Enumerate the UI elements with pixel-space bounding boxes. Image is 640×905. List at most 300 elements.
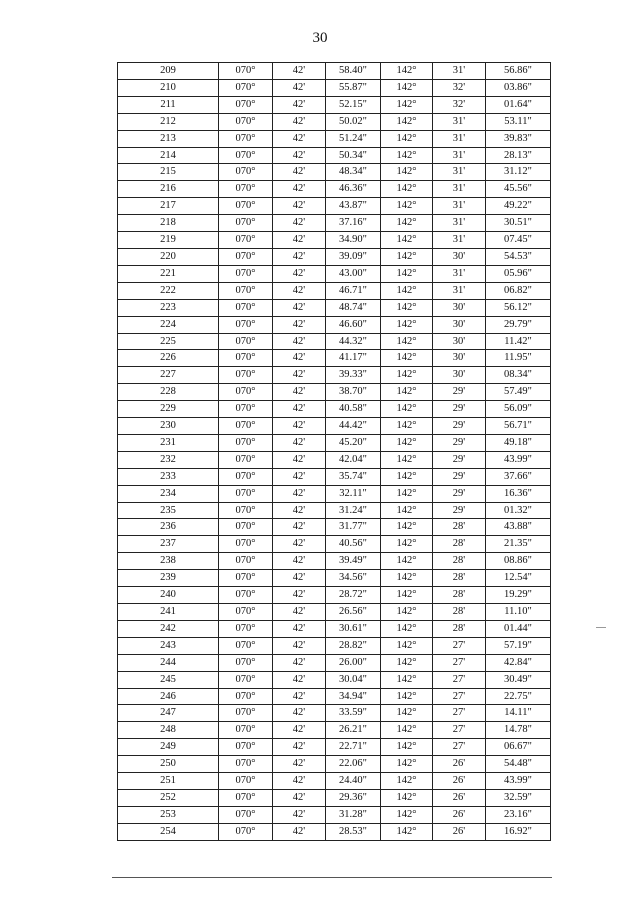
cell-lat-minutes: 42' — [273, 282, 326, 299]
cell-lon-degrees: 142° — [381, 418, 433, 435]
cell-lon-minutes: 31' — [433, 282, 486, 299]
cell-lat-minutes: 42' — [273, 587, 326, 604]
table-row — [118, 654, 551, 671]
cell-lon-minutes: 26' — [433, 789, 486, 806]
cell-lon-seconds: 29.79" — [486, 316, 551, 333]
table-row — [118, 384, 551, 401]
cell-lon-degrees: 142° — [381, 164, 433, 181]
cell-lat-degrees: 070° — [219, 570, 273, 587]
cell-lat-seconds: 33.59" — [326, 705, 381, 722]
cell-point-number: 237 — [118, 536, 219, 553]
cell-point-number: 245 — [118, 671, 219, 688]
cell-point-number: 232 — [118, 451, 219, 468]
cell-point-number: 249 — [118, 739, 219, 756]
cell-lat-minutes: 42' — [273, 384, 326, 401]
cell-lon-minutes: 30' — [433, 248, 486, 265]
cell-lon-seconds: 56.12" — [486, 299, 551, 316]
cell-point-number: 214 — [118, 147, 219, 164]
cell-lat-minutes: 42' — [273, 232, 326, 249]
cell-lat-seconds: 37.16" — [326, 215, 381, 232]
cell-lon-minutes: 28' — [433, 519, 486, 536]
cell-lat-seconds: 26.56" — [326, 604, 381, 621]
cell-lat-degrees: 070° — [219, 79, 273, 96]
cell-lon-seconds: 16.36" — [486, 485, 551, 502]
cell-lon-seconds: 16.92" — [486, 823, 551, 840]
cell-lon-minutes: 30' — [433, 350, 486, 367]
cell-lat-seconds: 43.00" — [326, 265, 381, 282]
cell-lat-degrees: 070° — [219, 637, 273, 654]
cell-lat-minutes: 42' — [273, 130, 326, 147]
cell-lat-degrees: 070° — [219, 113, 273, 130]
cell-point-number: 240 — [118, 587, 219, 604]
cell-lon-degrees: 142° — [381, 789, 433, 806]
cell-lat-seconds: 43.87" — [326, 198, 381, 215]
cell-lat-minutes: 42' — [273, 333, 326, 350]
cell-lat-minutes: 42' — [273, 722, 326, 739]
cell-lon-minutes: 28' — [433, 604, 486, 621]
cell-point-number: 223 — [118, 299, 219, 316]
cell-lon-degrees: 142° — [381, 215, 433, 232]
cell-lat-degrees: 070° — [219, 265, 273, 282]
cell-point-number: 211 — [118, 96, 219, 113]
cell-lon-seconds: 54.48" — [486, 756, 551, 773]
cell-lat-degrees: 070° — [219, 181, 273, 198]
cell-lon-degrees: 142° — [381, 637, 433, 654]
cell-lat-degrees: 070° — [219, 620, 273, 637]
table-row — [118, 232, 551, 249]
cell-lat-minutes: 42' — [273, 367, 326, 384]
cell-lon-degrees: 142° — [381, 519, 433, 536]
table-row — [118, 299, 551, 316]
cell-lat-minutes: 42' — [273, 654, 326, 671]
table-row — [118, 215, 551, 232]
cell-lat-degrees: 070° — [219, 164, 273, 181]
cell-lon-degrees: 142° — [381, 705, 433, 722]
cell-lon-degrees: 142° — [381, 620, 433, 637]
cell-lat-seconds: 28.53" — [326, 823, 381, 840]
cell-lon-degrees: 142° — [381, 79, 433, 96]
cell-lon-degrees: 142° — [381, 299, 433, 316]
cell-lat-minutes: 42' — [273, 79, 326, 96]
cell-lat-minutes: 42' — [273, 401, 326, 418]
table-row — [118, 705, 551, 722]
cell-lat-degrees: 070° — [219, 502, 273, 519]
cell-lat-degrees: 070° — [219, 688, 273, 705]
cell-lon-seconds: 31.12" — [486, 164, 551, 181]
cell-lon-minutes: 31' — [433, 232, 486, 249]
cell-lon-seconds: 11.10" — [486, 604, 551, 621]
cell-point-number: 210 — [118, 79, 219, 96]
cell-lon-degrees: 142° — [381, 468, 433, 485]
cell-lat-degrees: 070° — [219, 451, 273, 468]
cell-lat-minutes: 42' — [273, 299, 326, 316]
cell-lon-minutes: 29' — [433, 434, 486, 451]
cell-lat-degrees: 070° — [219, 536, 273, 553]
cell-lon-minutes: 26' — [433, 806, 486, 823]
table-row — [118, 333, 551, 350]
cell-lon-seconds: 01.32" — [486, 502, 551, 519]
cell-lat-seconds: 44.42" — [326, 418, 381, 435]
cell-lon-seconds: 19.29" — [486, 587, 551, 604]
cell-lon-minutes: 26' — [433, 773, 486, 790]
cell-lat-degrees: 070° — [219, 333, 273, 350]
cell-lat-minutes: 42' — [273, 671, 326, 688]
cell-lat-minutes: 42' — [273, 756, 326, 773]
cell-lat-minutes: 42' — [273, 519, 326, 536]
cell-lon-minutes: 31' — [433, 63, 486, 80]
cell-lat-seconds: 29.36" — [326, 789, 381, 806]
cell-lat-seconds: 35.74" — [326, 468, 381, 485]
cell-lon-minutes: 27' — [433, 637, 486, 654]
cell-lon-minutes: 29' — [433, 502, 486, 519]
cell-lon-seconds: 43.99" — [486, 451, 551, 468]
cell-lon-degrees: 142° — [381, 756, 433, 773]
cell-lon-seconds: 56.09" — [486, 401, 551, 418]
cell-lon-degrees: 142° — [381, 333, 433, 350]
cell-lon-minutes: 26' — [433, 756, 486, 773]
cell-lat-minutes: 42' — [273, 350, 326, 367]
cell-point-number: 230 — [118, 418, 219, 435]
cell-lat-degrees: 070° — [219, 485, 273, 502]
cell-lat-seconds: 28.82" — [326, 637, 381, 654]
cell-lon-seconds: 42.84" — [486, 654, 551, 671]
cell-lat-seconds: 40.56" — [326, 536, 381, 553]
cell-lat-degrees: 070° — [219, 434, 273, 451]
cell-lat-minutes: 42' — [273, 198, 326, 215]
table-row — [118, 282, 551, 299]
cell-lat-seconds: 58.40" — [326, 63, 381, 80]
cell-lat-seconds: 45.20" — [326, 434, 381, 451]
cell-lat-seconds: 55.87" — [326, 79, 381, 96]
cell-lat-minutes: 42' — [273, 316, 326, 333]
table-row — [118, 248, 551, 265]
cell-lon-seconds: 57.49" — [486, 384, 551, 401]
cell-lon-seconds: 06.82" — [486, 282, 551, 299]
cell-lon-minutes: 31' — [433, 147, 486, 164]
cell-lon-minutes: 30' — [433, 316, 486, 333]
table-row — [118, 316, 551, 333]
coordinates-table-body — [118, 63, 551, 841]
cell-lon-degrees: 142° — [381, 147, 433, 164]
cell-lon-degrees: 142° — [381, 739, 433, 756]
cell-lat-seconds: 50.34" — [326, 147, 381, 164]
cell-lon-seconds: 07.45" — [486, 232, 551, 249]
cell-lat-minutes: 42' — [273, 418, 326, 435]
cell-lon-degrees: 142° — [381, 773, 433, 790]
cell-lat-seconds: 24.40" — [326, 773, 381, 790]
cell-lon-minutes: 31' — [433, 130, 486, 147]
cell-lon-degrees: 142° — [381, 570, 433, 587]
cell-lat-degrees: 070° — [219, 756, 273, 773]
cell-lat-degrees: 070° — [219, 232, 273, 249]
cell-lat-minutes: 42' — [273, 705, 326, 722]
cell-point-number: 218 — [118, 215, 219, 232]
cell-lon-degrees: 142° — [381, 536, 433, 553]
cell-lon-seconds: 56.71" — [486, 418, 551, 435]
table-row — [118, 604, 551, 621]
cell-lon-seconds: 49.18" — [486, 434, 551, 451]
cell-lon-minutes: 30' — [433, 367, 486, 384]
cell-lat-degrees: 070° — [219, 654, 273, 671]
cell-point-number: 252 — [118, 789, 219, 806]
table-row — [118, 671, 551, 688]
cell-lon-minutes: 31' — [433, 265, 486, 282]
cell-point-number: 229 — [118, 401, 219, 418]
cell-lon-minutes: 30' — [433, 299, 486, 316]
table-row — [118, 113, 551, 130]
cell-lon-seconds: 01.44" — [486, 620, 551, 637]
cell-lon-degrees: 142° — [381, 130, 433, 147]
table-row — [118, 519, 551, 536]
table-row — [118, 823, 551, 840]
cell-lat-degrees: 070° — [219, 248, 273, 265]
cell-lon-minutes: 29' — [433, 485, 486, 502]
cell-lon-seconds: 54.53" — [486, 248, 551, 265]
cell-lon-minutes: 28' — [433, 587, 486, 604]
cell-lat-seconds: 42.04" — [326, 451, 381, 468]
cell-point-number: 254 — [118, 823, 219, 840]
cell-lat-seconds: 30.04" — [326, 671, 381, 688]
cell-lat-degrees: 070° — [219, 215, 273, 232]
cell-lon-seconds: 14.11" — [486, 705, 551, 722]
cell-lat-minutes: 42' — [273, 468, 326, 485]
cell-lon-minutes: 28' — [433, 570, 486, 587]
table-row — [118, 164, 551, 181]
cell-lat-seconds: 40.58" — [326, 401, 381, 418]
table-row — [118, 350, 551, 367]
cell-lat-seconds: 26.00" — [326, 654, 381, 671]
cell-lon-degrees: 142° — [381, 63, 433, 80]
cell-lon-seconds: 05.96" — [486, 265, 551, 282]
cell-lon-seconds: 53.11" — [486, 113, 551, 130]
cell-lat-seconds: 44.32" — [326, 333, 381, 350]
table-row — [118, 63, 551, 80]
cell-lon-minutes: 27' — [433, 688, 486, 705]
table-row — [118, 536, 551, 553]
cell-lon-degrees: 142° — [381, 553, 433, 570]
cell-lat-degrees: 070° — [219, 367, 273, 384]
cell-point-number: 219 — [118, 232, 219, 249]
table-row — [118, 265, 551, 282]
cell-point-number: 239 — [118, 570, 219, 587]
table-row — [118, 570, 551, 587]
cell-lat-minutes: 42' — [273, 215, 326, 232]
cell-lat-seconds: 22.71" — [326, 739, 381, 756]
cell-lon-minutes: 27' — [433, 654, 486, 671]
cell-lat-seconds: 50.02" — [326, 113, 381, 130]
cell-lat-minutes: 42' — [273, 570, 326, 587]
cell-lon-minutes: 28' — [433, 620, 486, 637]
cell-lat-minutes: 42' — [273, 63, 326, 80]
table-row — [118, 637, 551, 654]
cell-lon-degrees: 142° — [381, 248, 433, 265]
cell-lon-seconds: 01.64" — [486, 96, 551, 113]
cell-lat-degrees: 070° — [219, 147, 273, 164]
cell-lat-minutes: 42' — [273, 604, 326, 621]
cell-lon-degrees: 142° — [381, 823, 433, 840]
cell-point-number: 224 — [118, 316, 219, 333]
cell-lat-minutes: 42' — [273, 536, 326, 553]
cell-lon-minutes: 26' — [433, 823, 486, 840]
cell-lat-seconds: 48.34" — [326, 164, 381, 181]
bottom-rule — [112, 877, 552, 878]
cell-lon-seconds: 08.34" — [486, 367, 551, 384]
cell-lat-minutes: 42' — [273, 553, 326, 570]
cell-point-number: 220 — [118, 248, 219, 265]
edge-mark — [596, 627, 606, 628]
cell-lon-minutes: 31' — [433, 181, 486, 198]
cell-lon-minutes: 28' — [433, 536, 486, 553]
cell-lat-degrees: 070° — [219, 789, 273, 806]
cell-lon-degrees: 142° — [381, 806, 433, 823]
cell-lat-degrees: 070° — [219, 823, 273, 840]
table-row — [118, 451, 551, 468]
cell-point-number: 244 — [118, 654, 219, 671]
cell-lon-seconds: 30.49" — [486, 671, 551, 688]
cell-lon-degrees: 142° — [381, 502, 433, 519]
cell-lat-degrees: 070° — [219, 519, 273, 536]
cell-lat-degrees: 070° — [219, 773, 273, 790]
cell-lat-degrees: 070° — [219, 806, 273, 823]
cell-point-number: 248 — [118, 722, 219, 739]
table-row — [118, 587, 551, 604]
table-row — [118, 722, 551, 739]
cell-lat-seconds: 31.28" — [326, 806, 381, 823]
cell-point-number: 231 — [118, 434, 219, 451]
cell-point-number: 225 — [118, 333, 219, 350]
table-row — [118, 418, 551, 435]
cell-point-number: 221 — [118, 265, 219, 282]
cell-lon-degrees: 142° — [381, 282, 433, 299]
cell-point-number: 253 — [118, 806, 219, 823]
cell-lon-seconds: 37.66" — [486, 468, 551, 485]
cell-lat-seconds: 22.06" — [326, 756, 381, 773]
cell-point-number: 226 — [118, 350, 219, 367]
cell-lat-degrees: 070° — [219, 401, 273, 418]
cell-lon-minutes: 27' — [433, 705, 486, 722]
cell-point-number: 233 — [118, 468, 219, 485]
cell-lat-seconds: 52.15" — [326, 96, 381, 113]
table-row — [118, 553, 551, 570]
cell-point-number: 241 — [118, 604, 219, 621]
cell-lat-degrees: 070° — [219, 739, 273, 756]
table-row — [118, 620, 551, 637]
table-row — [118, 688, 551, 705]
cell-lat-degrees: 070° — [219, 418, 273, 435]
cell-lon-seconds: 12.54" — [486, 570, 551, 587]
cell-lat-degrees: 070° — [219, 384, 273, 401]
table-row — [118, 79, 551, 96]
cell-lon-minutes: 31' — [433, 215, 486, 232]
table-row — [118, 502, 551, 519]
table-row — [118, 367, 551, 384]
cell-lon-degrees: 142° — [381, 384, 433, 401]
cell-lat-degrees: 070° — [219, 316, 273, 333]
cell-lat-seconds: 38.70" — [326, 384, 381, 401]
cell-lat-degrees: 070° — [219, 130, 273, 147]
cell-lon-minutes: 27' — [433, 722, 486, 739]
cell-lon-seconds: 11.95" — [486, 350, 551, 367]
cell-lat-seconds: 48.74" — [326, 299, 381, 316]
cell-lon-seconds: 14.78" — [486, 722, 551, 739]
cell-lat-minutes: 42' — [273, 113, 326, 130]
cell-lat-seconds: 26.21" — [326, 722, 381, 739]
cell-lat-seconds: 28.72" — [326, 587, 381, 604]
cell-lat-seconds: 34.90" — [326, 232, 381, 249]
cell-lat-degrees: 070° — [219, 553, 273, 570]
cell-lon-degrees: 142° — [381, 451, 433, 468]
cell-lon-seconds: 43.99" — [486, 773, 551, 790]
cell-lon-degrees: 142° — [381, 350, 433, 367]
cell-lon-degrees: 142° — [381, 401, 433, 418]
cell-lon-degrees: 142° — [381, 671, 433, 688]
cell-lat-seconds: 46.60" — [326, 316, 381, 333]
cell-lon-seconds: 49.22" — [486, 198, 551, 215]
cell-point-number: 246 — [118, 688, 219, 705]
cell-lat-minutes: 42' — [273, 147, 326, 164]
cell-point-number: 215 — [118, 164, 219, 181]
cell-lat-seconds: 41.17" — [326, 350, 381, 367]
cell-lat-minutes: 42' — [273, 806, 326, 823]
coordinates-table — [117, 62, 551, 841]
cell-lat-minutes: 42' — [273, 181, 326, 198]
cell-lon-minutes: 32' — [433, 96, 486, 113]
cell-lat-minutes: 42' — [273, 434, 326, 451]
cell-lon-seconds: 06.67" — [486, 739, 551, 756]
cell-lon-seconds: 21.35" — [486, 536, 551, 553]
cell-lon-seconds: 30.51" — [486, 215, 551, 232]
cell-lon-minutes: 27' — [433, 739, 486, 756]
table-row — [118, 739, 551, 756]
cell-lon-degrees: 142° — [381, 485, 433, 502]
cell-lon-degrees: 142° — [381, 113, 433, 130]
cell-lat-degrees: 070° — [219, 604, 273, 621]
cell-lat-seconds: 39.09" — [326, 248, 381, 265]
cell-lon-minutes: 29' — [433, 384, 486, 401]
cell-point-number: 247 — [118, 705, 219, 722]
cell-lon-degrees: 142° — [381, 587, 433, 604]
cell-point-number: 227 — [118, 367, 219, 384]
cell-lon-seconds: 39.83" — [486, 130, 551, 147]
cell-lat-minutes: 42' — [273, 485, 326, 502]
table-row — [118, 130, 551, 147]
cell-lat-minutes: 42' — [273, 789, 326, 806]
cell-lat-degrees: 070° — [219, 350, 273, 367]
cell-lon-seconds: 43.88" — [486, 519, 551, 536]
cell-lon-degrees: 142° — [381, 198, 433, 215]
cell-lon-minutes: 28' — [433, 553, 486, 570]
cell-lat-degrees: 070° — [219, 587, 273, 604]
cell-lat-degrees: 070° — [219, 299, 273, 316]
cell-lat-seconds: 30.61" — [326, 620, 381, 637]
cell-lon-seconds: 57.19" — [486, 637, 551, 654]
cell-lat-minutes: 42' — [273, 637, 326, 654]
table-row — [118, 806, 551, 823]
cell-lat-degrees: 070° — [219, 722, 273, 739]
cell-lat-degrees: 070° — [219, 468, 273, 485]
cell-point-number: 209 — [118, 63, 219, 80]
page-number: 30 — [312, 30, 328, 46]
cell-point-number: 213 — [118, 130, 219, 147]
cell-lon-seconds: 22.75" — [486, 688, 551, 705]
cell-lat-seconds: 46.71" — [326, 282, 381, 299]
cell-lon-minutes: 29' — [433, 451, 486, 468]
cell-point-number: 212 — [118, 113, 219, 130]
cell-lat-seconds: 31.77" — [326, 519, 381, 536]
cell-lat-minutes: 42' — [273, 773, 326, 790]
cell-lon-minutes: 29' — [433, 401, 486, 418]
cell-lat-minutes: 42' — [273, 823, 326, 840]
